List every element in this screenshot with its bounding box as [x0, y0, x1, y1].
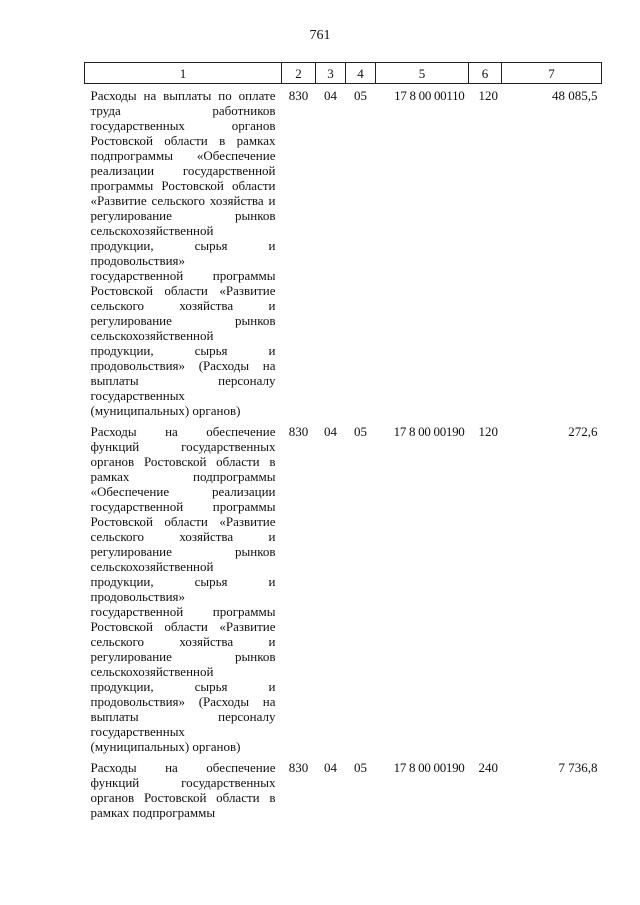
row-section: 04 [324, 88, 337, 103]
row-section: 04 [324, 760, 337, 775]
row-subsection: 05 [354, 760, 367, 775]
header-col-2: 2 [282, 63, 316, 84]
header-col-5: 5 [376, 63, 469, 84]
table-header [85, 63, 602, 84]
row-subsection: 05 [354, 424, 367, 439]
row-section: 04 [324, 424, 337, 439]
row-ministry-code: 830 [288, 760, 309, 775]
row-expense-type: 240 [478, 760, 498, 775]
page-number: 761 [309, 28, 331, 43]
table-row [85, 84, 602, 419]
row-subsection: 05 [354, 88, 367, 103]
header-col-6: 6 [469, 63, 502, 84]
header-col-1: 1 [85, 63, 282, 84]
header-col-4: 4 [346, 63, 376, 84]
row-description: Расходы на обеспечение функций государственных органов Ростовской области в рамках подпрограммы [90, 760, 276, 820]
row-amount: 272,6 [568, 424, 598, 439]
header-row [85, 63, 602, 84]
row-target-article: 17 8 00 00110 [394, 88, 465, 103]
row-description: Расходы на обеспечение функций государственных органов Ростовской области в рамках подпрограммы «Обеспечение реализации государственной программы Ростовской области «Развитие сельского хозяйства и регулирование рынков сельскохозяйственной продукции, сырья и продовольствия» государственной программы Ростовской области «Развитие сельского хозяйства и регулирование рынков сельскохозяйственной продукции, сырья и продовольствия» (Расходы на выплаты персоналу государственных (муниципальных) органов) [90, 424, 276, 754]
row-expense-type: 120 [478, 88, 498, 103]
header-col-7: 7 [502, 63, 602, 84]
budget-table [84, 62, 602, 820]
table-row [85, 418, 602, 754]
row-expense-type: 120 [478, 424, 498, 439]
row-amount: 7 736,8 [558, 760, 598, 775]
table-row [85, 754, 602, 820]
row-amount: 48 085,5 [552, 88, 598, 103]
row-target-article: 17 8 00 00190 [393, 760, 465, 775]
row-ministry-code: 830 [288, 88, 309, 103]
header-col-3: 3 [316, 63, 346, 84]
row-description: Расходы на выплаты по оплате труда работников государственных органов Ростовской области в рамках подпрограммы «Обеспечение реализации государственной программы Ростовской области «Развитие сельского хозяйства и регулирование рынков сельскохозяйственной продукции, сырья и продовольствия» государственной программы Ростовской области «Развитие сельского хозяйства и регулирование рынков сельскохозяйственной продукции, сырья и продовольствия» (Расходы на выплаты персоналу государственных (муниципальных) органов) [90, 88, 276, 418]
row-target-article: 17 8 00 00190 [393, 424, 465, 439]
row-ministry-code: 830 [288, 424, 309, 439]
